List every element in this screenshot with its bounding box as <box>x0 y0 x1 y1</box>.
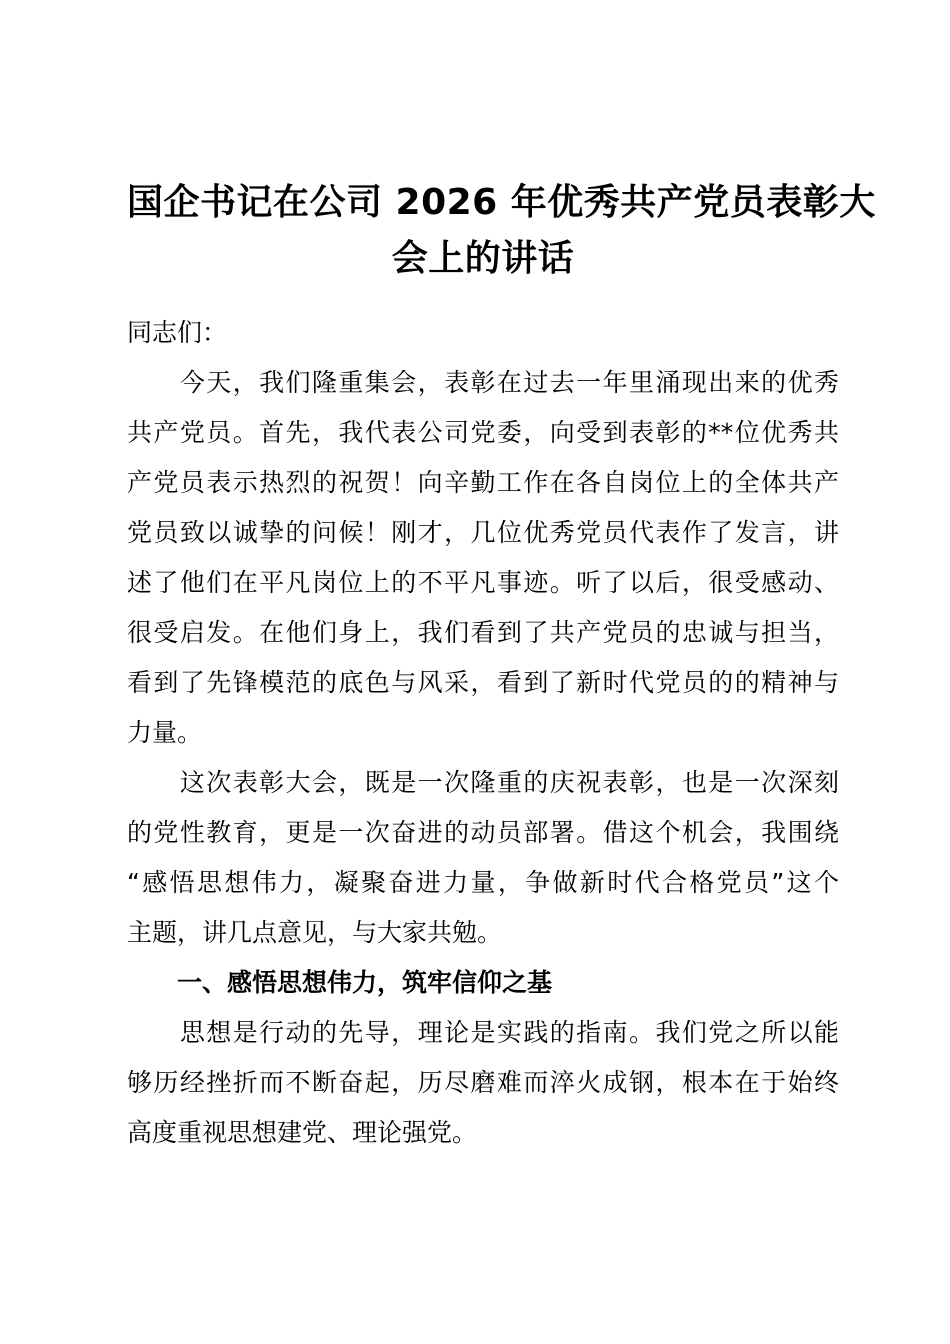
paragraph <box>127 308 839 358</box>
text-line: 同志们： <box>127 318 228 347</box>
text-line: 的党性教育，更是一次奋进的动员部署。借这个机会，我围绕 <box>127 818 839 847</box>
paragraph <box>127 1008 839 1158</box>
text-line: 看到了先锋模范的底色与风采，看到了新时代党员的的精神与 <box>127 668 839 697</box>
document-title-line-2: 会上的讲话 <box>391 238 575 279</box>
document-title <box>127 175 876 287</box>
section-heading <box>127 958 839 1008</box>
text-line: 一、感悟思想伟力，筑牢信仰之基 <box>127 968 553 997</box>
paragraph <box>127 358 839 758</box>
text-line: 高度重视思想建党、理论强党。 <box>127 1118 478 1147</box>
text-line: 产党员表示热烈的祝贺！向辛勤工作在各自岗位上的全体共产 <box>127 468 839 497</box>
text-line: 共产党员。首先，我代表公司党委，向受到表彰的**位优秀共 <box>127 418 839 447</box>
text-line: 主题，讲几点意见，与大家共勉。 <box>127 918 503 947</box>
text-line: 够历经挫折而不断奋起，历尽磨难而淬火成钢，根本在于始终 <box>127 1068 839 1097</box>
text-line: “感悟思想伟力，凝聚奋进力量，争做新时代合格党员”这个 <box>127 868 839 897</box>
text-line: 很受启发。在他们身上，我们看到了共产党员的忠诚与担当， <box>127 618 839 647</box>
paragraph <box>127 758 839 958</box>
text-line: 这次表彰大会，既是一次隆重的庆祝表彰，也是一次深刻 <box>127 768 839 797</box>
text-line: 述了他们在平凡岗位上的不平凡事迹。听了以后，很受感动、 <box>127 568 839 597</box>
text-line: 力量。 <box>127 718 203 747</box>
text-line: 今天，我们隆重集会，表彰在过去一年里涌现出来的优秀 <box>127 368 839 397</box>
text-line: 党员致以诚挚的问候！刚才，几位优秀党员代表作了发言，讲 <box>127 518 839 547</box>
text-line: 思想是行动的先导，理论是实践的指南。我们党之所以能 <box>127 1018 839 1047</box>
document-title-line-1: 国企书记在公司 2026 年优秀共产党员表彰大 <box>127 182 876 223</box>
document-body <box>127 308 839 1158</box>
